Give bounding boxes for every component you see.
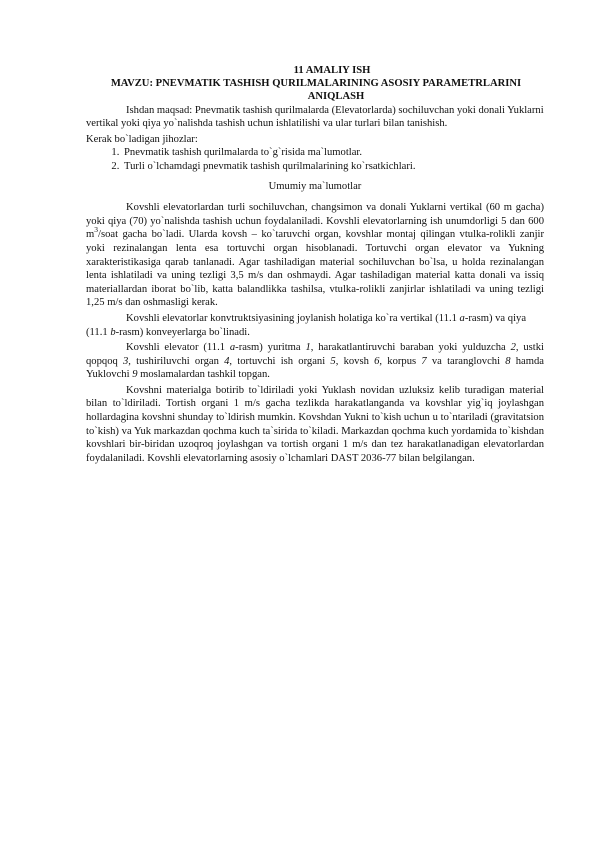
p3-i4: 3 <box>123 355 129 367</box>
purpose-paragraph: Ishdan maqsad: Pnevmatik tashish qurilmalarda (Elevatorlarda) sochiluvchan yoki donali Yuklarni vertikal yoki qiya yo`nalishda tashish uchun ishlatilishi va ular turlari bilan tanishish. <box>86 104 544 130</box>
p3-i2: 1 <box>305 342 311 354</box>
paragraph-4: Kovshni materialga botirib to`ldiriladi yoki Yuklash novidan uzluksiz kelib turadigan material bilan to`ldiriladi. Tortish organi 1 m/s gacha tezlikda harakatlanganda va kovshlar yig`iq joylashgan hollardagina kovshni shunday to`ldirish mumkin. Kovshdan Yukni to`kish uchun u to`ntariladi (gravitatsion to`kish) va Yuk markazdan qochma kuch ta`sirida to`kiladi. Markazdan qochma kuch yordamida to`kishdan kovshlari bir-biridan uzoqroq joylashgan va tortish organi 1 m/s dan tez harakatlanadigan elevatorlardan foydalaniladi. Kovshli elevatorlarning asosiy o`lchamlari DAST 2036-77 bilan belgilangan. <box>86 384 544 464</box>
p2-italic-b: b <box>110 326 116 338</box>
p3-s10: hamda Yuklovchi <box>86 355 545 381</box>
title-line-1: 11 AMALIY ISH <box>293 65 371 76</box>
equipment-heading: Kerak bo`ladigan jihozlar: <box>86 133 198 145</box>
p3-s7: , kovsh <box>335 355 375 367</box>
paragraph-1-superscript: 3 <box>94 224 98 234</box>
p3-s11: moslamalardan tashkil topgan. <box>137 369 270 381</box>
title-line-2: MAVZU: PNEVMATIK TASHISH QURILMALARINING ASOSIY PARAMETRLARINI <box>110 78 522 90</box>
section-title: Umumiy ma`lumotlar <box>268 180 362 192</box>
p3-i7: 6 <box>374 355 380 367</box>
p2-italic-a: a <box>459 312 465 324</box>
p3-i10: 9 <box>132 369 138 381</box>
p2-text-c: -rasm) konveyerlarga bo`linadi. <box>115 326 250 338</box>
p3-i3: 2 <box>510 342 516 354</box>
p3-s6: , tortuvchi ish organi <box>229 355 331 367</box>
p3-s9: va taranglovchi <box>426 355 506 367</box>
p3-i6: 5 <box>330 355 336 367</box>
equipment-list <box>86 146 544 173</box>
p3-i1: a <box>229 342 236 354</box>
p3-s3: , harakatlantiruvchi baraban yoki yulduzcha <box>310 342 511 354</box>
document-title <box>86 64 544 104</box>
p3-i8: 7 <box>421 355 427 367</box>
p3-s8: , korpus <box>379 355 422 367</box>
paragraph-1-text-a: Kovshli elevatorlardan turli sochiluvchan, changsimon va donali Yuklarni vertikal (60 m gacha) yoki qiya (70) yo`nalishda tashish uchun foydalaniladi. Kovshli elevatorlarning ish unumdorligi 5 dan 600 m <box>86 202 544 241</box>
paragraph-3 <box>86 341 544 382</box>
equipment-item-2: 2. Turli o`lchamdagi pnevmatik tashish qurilmalarining ko`rsatkichlari. <box>122 160 544 174</box>
p3-i5: 4 <box>224 355 230 367</box>
p3-i9: 8 <box>505 355 511 367</box>
paragraph-1 <box>86 201 544 310</box>
p3-s2: -rasm) yuritma <box>235 342 306 354</box>
title-line-3: ANIQLASH <box>307 91 365 103</box>
p3-s4: , ustki qopqoq <box>86 342 544 367</box>
p2-text-a: Kovshli elevatorlar konvtruktsiyasining joylanish holatiga ko`ra vertikal (11.1 <box>126 312 460 324</box>
p3-s1: Kovshli elevator (11.1 <box>126 342 230 354</box>
p3-s5: , tushiriluvchi organ <box>128 355 225 367</box>
paragraph-1-text-b: /soat gacha bo`ladi. Ularda kovsh – ko`taruvchi organ, kovshlar montaj qilingan vtulka-rolikli zanjir yoki rezinalangan lenta esa tortuvchi organ hisoblanadi. Tortuvchi organ elevator va Yukning xarakteristikasiga qarab tanlanadi. Agar tashiladigan material sochiluvchan bo`lsa, u holda rezinalangan lenta ishlatiladi va uning tezligi 3,5 m/s dan oshmaydi. Agar tashiladigan material katta donali va issiq materiallardan iborat bo`lib, katta balandlikka tashilsa, vtulka-rolikli zanjirlar ishlatiladi va uning tezligi 1,25 m/s dan oshmasligi kerak. <box>86 229 544 309</box>
equipment-item-1: 1. Pnevmatik tashish qurilmalarda to`g`risida ma`lumotlar. <box>122 146 544 160</box>
p2-text-b: -rasm) va qiya (11.1 <box>86 312 527 338</box>
paragraph-2 <box>86 312 544 339</box>
